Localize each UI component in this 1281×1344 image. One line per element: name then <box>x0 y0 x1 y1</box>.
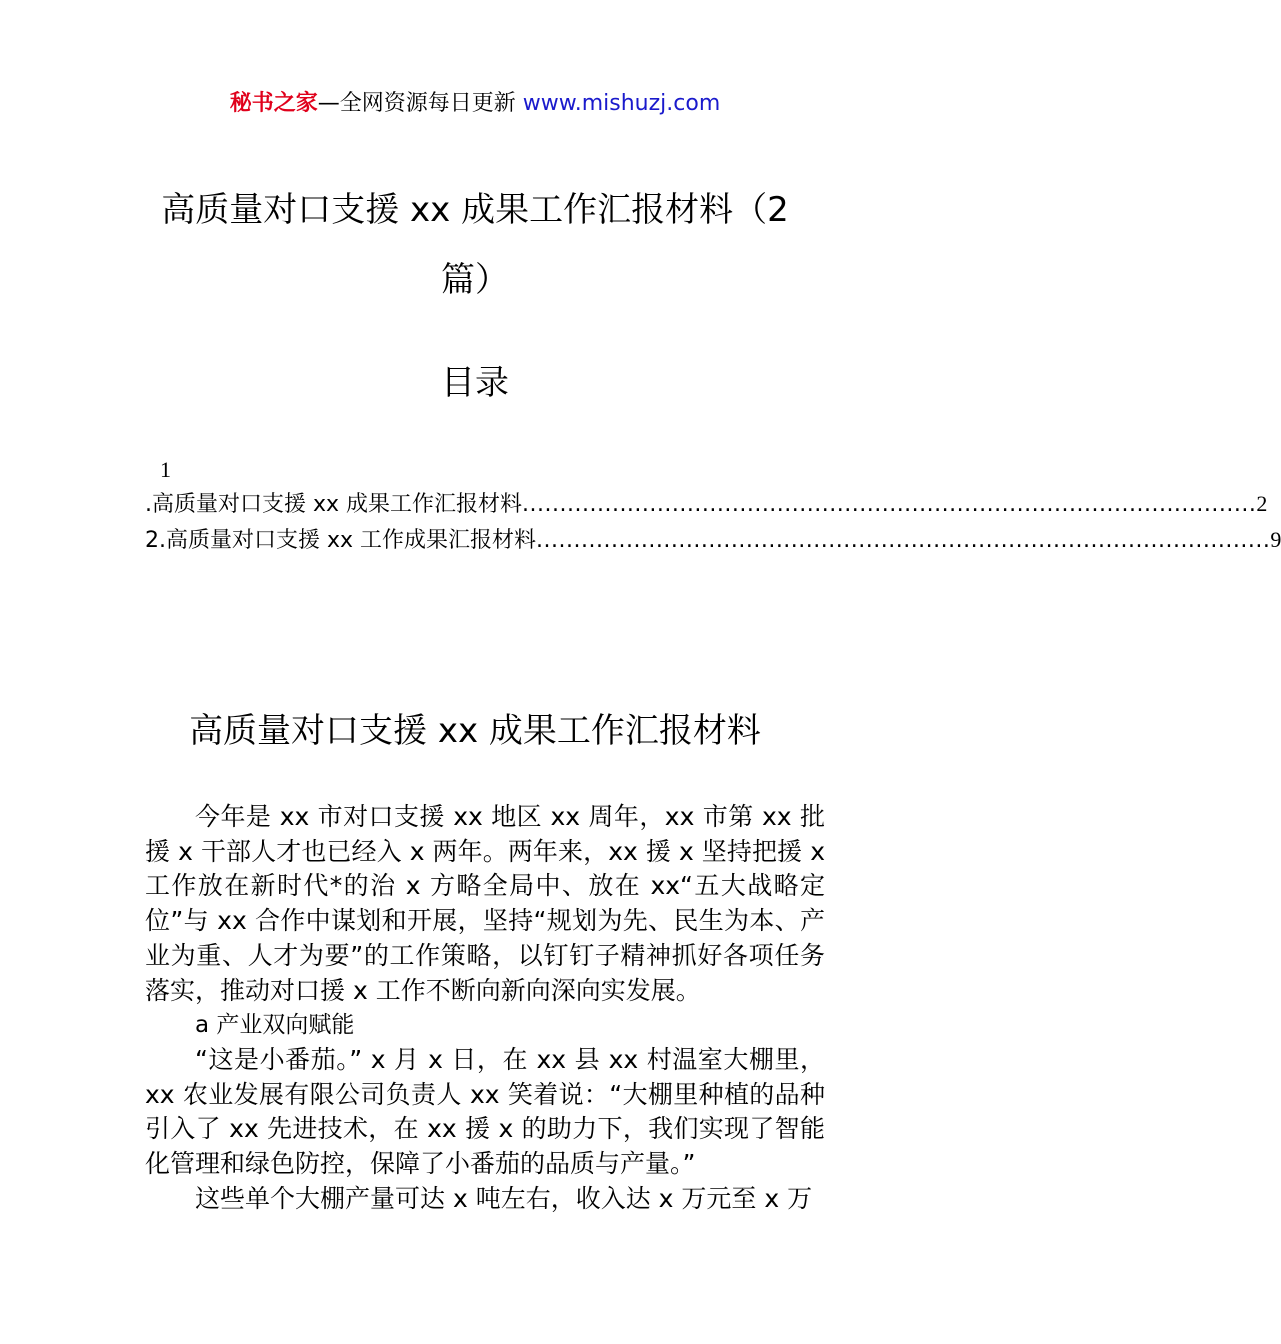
document-title-line-1: 高质量对口支援 xx 成果工作汇报材料（2 <box>161 190 789 230</box>
section-title: 高质量对口支援 xx 成果工作汇报材料 <box>189 711 761 751</box>
toc-leading-number: 1 <box>160 457 171 482</box>
site-tagline: —全网资源每日更新 <box>317 91 523 116</box>
site-brand: 秘书之家 <box>229 91 318 116</box>
toc-entry[interactable] <box>145 525 1281 556</box>
toc-entry[interactable] <box>145 489 1268 520</box>
toc-entry-page: 2 <box>1256 491 1268 516</box>
toc-leader-dots: .................................................................................................. <box>536 528 1271 553</box>
site-header <box>0 88 950 120</box>
subsection-heading: a 产业双向赋能 <box>195 1012 355 1039</box>
body-paragraph: 这些单个大棚产量可达 x 吨左右，收入达 x 万元至 x 万 <box>195 1183 813 1213</box>
body-paragraph: “这是小番茄。” x 月 x 日，在 xx 县 xx 村温室大棚里，xx 农业发展有限公司负责人 xx 笑着说：“大棚里种植的品种引入了 xx 先进技术，在 xx 援 x 的助力下，我们实现了智能化管理和绿色防控，保障了小番茄的品质与产量。” <box>145 1044 825 1179</box>
document-title-line-2: 篇） <box>441 260 509 300</box>
section-body <box>145 800 825 1216</box>
toc-entry-page: 9 <box>1270 527 1281 552</box>
toc-leader-dots: .................................................................................................. <box>522 492 1257 517</box>
toc-entry-label: 2.高质量对口支援 xx 工作成果汇报材料 <box>145 528 537 553</box>
body-paragraph: 今年是 xx 市对口支援 xx 地区 xx 周年，xx 市第 xx 批援 x 干部人才也已经入 x 两年。两年来，xx 援 x 坚持把援 x 工作放在新时代*的治 x 方略全局中、放在 xx“五大战略定位”与 xx 合作中谋划和开展，坚持“规划为先、民生为本、产业为重、人才为要”的工作策略，以钉钉子精神抓好各项任务落实，推动对口援 x 工作不断向新向深向实发展。 <box>145 802 825 1005</box>
toc-heading: 目录 <box>441 363 509 403</box>
site-url-link[interactable]: www.mishuzj.com <box>522 91 721 116</box>
toc-entry-label: .高质量对口支援 xx 成果工作汇报材料 <box>145 492 523 517</box>
